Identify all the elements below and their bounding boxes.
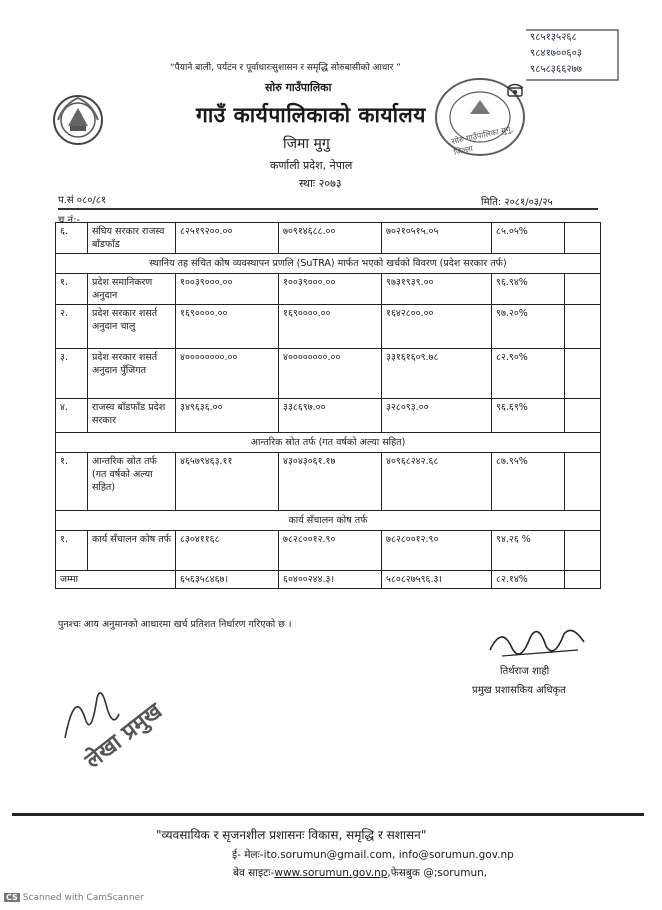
footer-rule: [12, 813, 644, 816]
website-label: बेव साइटः-: [233, 867, 275, 879]
established: स्थाः २०७३: [299, 177, 342, 190]
signature-icon: [482, 620, 592, 665]
footer-email: ई- मेलः-ito.sorumun@gmail.com, info@sorumun.gov.np: [232, 849, 514, 861]
section-header: स्थानिय तह संचित कोष व्यवस्थापन प्रणलि (SuTRA) मार्फत भएको खर्चको विवरण (प्रदेश सरकार तर्फ): [56, 254, 601, 274]
camscanner-logo-icon: CS: [6, 893, 18, 902]
table-row: २. प्रदेश सरकार शसर्त अनुदान चालु १६९००००.०० १६९००००.०० १६४२८००.०० ९७.२०%: [56, 305, 601, 349]
table-row: ६. संघिय सरकार राजस्व बाँडफाँड ८२५१९२००.०० ७०९१४६८८.०० ७०२१०५१५.०५ ८५.०५%: [56, 223, 601, 254]
expenditure-table: [55, 222, 601, 589]
phone-3: ९८५८३६६२७७: [530, 64, 582, 75]
table-row: १. प्रदेश समानिकरण अनुदान १००३९०००.०० १००३९०००.०० ९७३१९३९.०० ९६.९४%: [56, 274, 601, 305]
footer-slogan: "व्यवसायिक र सृजनशील प्रशासनः विकास, समृद्धि र सशासन": [156, 828, 427, 842]
signatory-title: प्रमुख प्रशासकिय अधिकृत: [472, 685, 566, 696]
total-row: जम्मा ६५६३५८४६७। ६०४००२४४.३। ५८०८२७५९६.३। ८२.१४%: [56, 571, 601, 589]
section-header: आन्तरिक स्रोत तर्फ (गत वर्षको अल्या सहित): [56, 433, 601, 453]
office-title: गाउँ कार्यपालिकाको कार्यालय: [196, 103, 426, 127]
footnote: पुनश्चः आय अनुमानको आधारमा खर्च प्रतिशत निर्धारण गरिएको छ ।: [58, 619, 292, 630]
phone-icon: [506, 82, 524, 98]
table-row: ३. प्रदेश सरकार शसर्त अनुदान पुँजिगत ४००००००००.०० ४००००००००.०० ३३१६१६०९.७८ ८२.९०%: [56, 349, 601, 399]
table-row: १. कार्य सँचालन कोष तर्फ ८३०४११६८ ७८२८००१२.९० ७८२८००१२.९० ९४.२६ %: [56, 531, 601, 571]
province: कर्णाली प्रदेश, नेपाल: [270, 159, 353, 172]
district: जिमा मुगु: [283, 136, 330, 152]
letter-date: मिति: २०८१/०३/२५: [481, 197, 553, 208]
accounts-head-stamp: लेखा प्रमुख: [80, 698, 168, 774]
header-slogan: “पैयाने बाली, पर्यटन र पूर्वाधारःसुशासन र समृद्धि सोरुबासीको आधार ”: [170, 63, 401, 73]
table-row: ४. राजस्व बाँडफाँड प्रदेश सरकार ३४९६३६.०० ३३८६९७.०० ३२८०९३.०० ९६.६९%: [56, 399, 601, 433]
section-header: कार्य सँचालन कोष तर्फ: [56, 511, 601, 531]
signatory-name: तिर्थराज शाही: [500, 666, 550, 677]
dispatch-number: च.नं:-: [58, 215, 81, 226]
municipality-name: सोरु गाउँपालिका: [265, 81, 332, 94]
scanner-watermark: CS Scanned with CamScanner: [6, 893, 144, 903]
phone-1: ९८५१३५२६८: [530, 32, 577, 43]
phone-2: ९८४१७००६०३: [530, 48, 582, 59]
table-row: १. आन्तरिक स्रोत तर्फ (गत वर्षको अल्या सहित) ४६५७९४६३.११ ४३०४३०६१.१७ ४०९६८२४२.६८ ८७.९५%: [56, 453, 601, 511]
header-rule: [58, 208, 598, 210]
facebook-text: ,फेसबुक @;sorumun,: [387, 867, 488, 879]
reference-number: प.सं ०८०/८१: [58, 195, 107, 206]
nepal-emblem-icon: [50, 92, 106, 148]
phone-numbers: [528, 30, 620, 78]
footer-website: [233, 866, 487, 880]
website-link[interactable]: www.sorumun.gov.np: [274, 867, 388, 879]
office-stamp-text: सोरु गाउँपालिका मुगु, जिल्ला: [450, 124, 514, 157]
